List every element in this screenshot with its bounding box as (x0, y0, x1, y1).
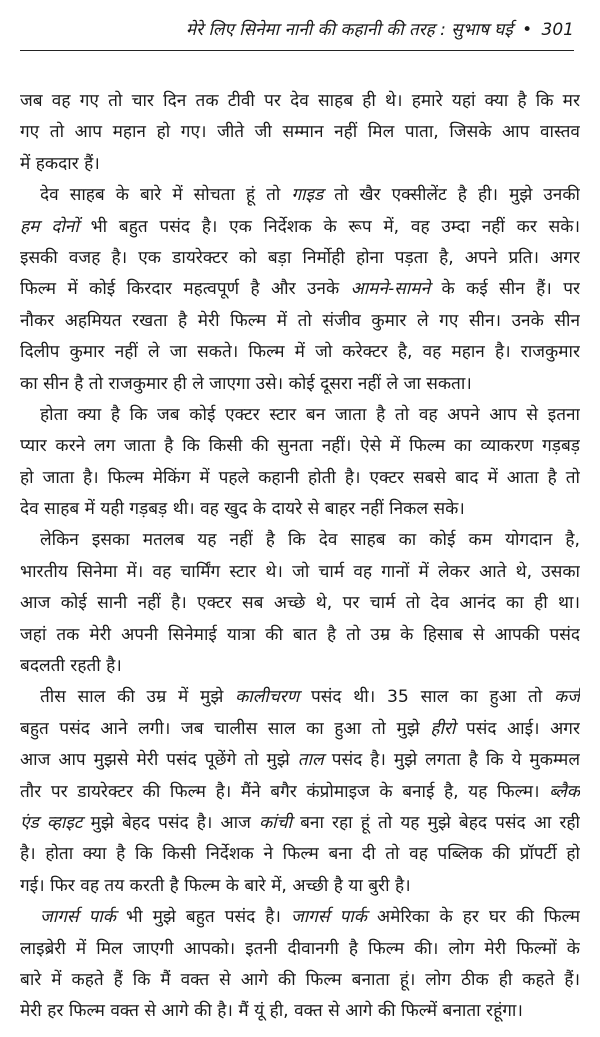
text-line (20, 400, 580, 431)
text-line (20, 494, 580, 525)
text-line (20, 996, 580, 1027)
text-line (20, 557, 580, 588)
text-run: तो खैर एक्सीलेंट है ही। मुझे उनकी (323, 185, 580, 206)
text-run: पसंद थी। 35 साल का हुआ तो (299, 687, 555, 708)
text-run: बदलती रहती है। (20, 656, 122, 677)
text-line (20, 745, 580, 776)
text-line (20, 117, 580, 148)
text-run: इसकी वजह है। एक डायरेक्टर को बड़ा निर्मोही होना पड़ता है, अपने प्रति। अगर (20, 247, 580, 268)
text-run: तौर पर डायरेक्टर की फिल्म है। मैंने बगैर कंप्रोमाइज के बनाई है, यह फिल्म। (20, 781, 550, 802)
text-line (20, 839, 580, 870)
text-run: का सीन है तो राजकुमार ही ले जाएगा उसे। कोई दूसरा नहीं ले जा सकता। (20, 373, 472, 394)
paragraph (20, 902, 580, 1028)
text-run: नौकर अहमियत रखता है मेरी फिल्म में तो संजीव कुमार ले गए सीन। उनके सीन (20, 310, 580, 331)
text-run: के कई सीन हैं। पर (430, 279, 580, 300)
text-line (20, 431, 580, 462)
italic-title: हीरो (430, 718, 456, 739)
text-line (20, 682, 580, 713)
paragraph (20, 400, 580, 526)
text-run: गई। फिर वह तय करती है फिल्म के बारे में, अच्छी है या बुरी है। (20, 875, 411, 896)
text-run: देव साहब के बारे में सोचता हूं तो (40, 185, 292, 206)
italic-title: ब्लैक (549, 781, 580, 802)
text-run: बना रहा हूं तो यह मुझे बेहद पसंद आ रही (291, 812, 580, 833)
text-line (20, 86, 580, 117)
text-run: मुझे बेहद पसंद है। आज (82, 812, 259, 833)
text-line (20, 714, 580, 745)
text-line (20, 180, 580, 211)
text-run: जहां तक मेरी अपनी सिनेमाई यात्रा की बात है तो उम्र के हिसाब से आपकी पसंद (20, 624, 580, 645)
text-line (20, 588, 580, 619)
text-run: बारे में कहते हैं कि मैं वक्त से आगे की फिल्म बनाता हूं। लोग ठीक ही कहते हैं। (20, 969, 580, 990)
text-run: लेकिन इसका मतलब यह नहीं है कि देव साहब का कोई कम योगदान है, (40, 530, 580, 551)
text-run: दिलीप कुमार नहीं ले जा सकते। फिल्म में जो करेक्टर है, वह महान है। राजकुमार (20, 342, 580, 363)
text-run: भारतीय सिनेमा में। वह चार्मिंग स्टार थे। जो चार्म वह गानों में लेकर आते थे, उसका (20, 561, 580, 582)
italic-title: जागर्स पार्क (40, 907, 116, 928)
header-separator: • (522, 20, 533, 40)
text-run: होता क्या है कि जब कोई एक्टर स्टार बन जाता है तो वह अपने आप से इतना (40, 404, 580, 425)
paragraph (20, 86, 580, 180)
text-run: मेरी हर फिल्म वक्त से आगे की है। मैं यूं ही, वक्त से आगे की फिल्में बनाता रहूंगा। (20, 1001, 523, 1022)
text-run: फिल्म में कोई किरदार महत्वपूर्ण है और उनके (20, 279, 351, 300)
text-line (20, 777, 580, 808)
text-run: पसंद आई। अगर (455, 718, 580, 739)
running-header (20, 10, 574, 51)
text-run: गए तो आप महान हो गए। जीते जी सम्मान नहीं मिल पाता, जिसके आप वास्तव (20, 122, 580, 143)
text-run: है। होता क्या है कि किसी निर्देशक ने फिल्म बना दी तो वह पब्लिक की प्रॉपर्टी हो (20, 844, 580, 865)
text-run: देव साहब में यही गड़बड़ थी। वह खुद के दायरे से बाहर नहीं निकल सके। (20, 499, 465, 520)
italic-title: आमने-सामने (350, 279, 431, 300)
italic-title: कर्ज (554, 687, 580, 708)
text-run: आज कोई सानी नहीं है। एक्टर सब अच्छे थे, पर चार्म तो देव आनंद का ही था। (20, 593, 580, 614)
text-run: लाइब्रेरी में मिल जाएगी आपको। इतनी दीवानगी है फिल्म की। लोग मेरी फिल्मों के (20, 938, 580, 959)
text-line (20, 902, 580, 933)
paragraph (20, 682, 580, 902)
paragraph (20, 525, 580, 682)
body-text (20, 86, 580, 1028)
paragraph (20, 180, 580, 400)
chapter-title: मेरे लिए सिनेमा नानी की कहानी की तरह : सुभाष घई (185, 20, 513, 40)
italic-title: गाइड (291, 185, 324, 206)
italic-title: एंड व्हाइट (20, 812, 83, 833)
text-run: भी मुझे बहुत पसंद है। (115, 907, 291, 928)
text-run: बहुत पसंद आने लगी। जब चालीस साल का हुआ तो मुझे (20, 718, 431, 739)
text-line (20, 965, 580, 996)
text-run: अमेरिका के हर घर की फिल्म (366, 907, 580, 928)
text-run: प्यार करने लग जाता है कि किसी की सुनता नहीं। ऐसे में फिल्म का व्याकरण गड़बड़ (20, 436, 580, 457)
text-run: आज आप मुझसे मेरी पसंद पूछेंगे तो मुझे (20, 750, 298, 771)
text-line (20, 243, 580, 274)
text-line (20, 212, 580, 243)
text-line (20, 934, 580, 965)
italic-title: कालीचरण (235, 687, 300, 708)
text-run: जब वह गए तो चार दिन तक टीवी पर देव साहब ही थे। हमारे यहां क्या है कि मर (20, 91, 580, 111)
text-line (20, 871, 580, 902)
text-run: तीस साल की उम्र में मुझे (40, 687, 236, 708)
text-line (20, 463, 580, 494)
text-line (20, 149, 580, 180)
page-number: 301 (541, 20, 574, 40)
text-line (20, 274, 580, 305)
text-run: भी बहुत पसंद है। एक निर्देशक के रूप में, वह उम्दा नहीं कर सके। (78, 216, 580, 237)
text-line (20, 306, 580, 337)
text-line (20, 337, 580, 368)
text-line (20, 651, 580, 682)
text-line (20, 808, 580, 839)
text-line (20, 620, 580, 651)
italic-title: जागर्स पार्क (290, 907, 367, 928)
text-run: हो जाता है। फिल्म मेकिंग में पहले कहानी होती है। एक्टर सबसे बाद में आता है तो (20, 467, 580, 488)
text-line (20, 525, 580, 556)
italic-title: कांची (258, 812, 292, 833)
italic-title: ताल (297, 750, 324, 771)
text-run: पसंद है। मुझे लगता है कि ये मुकम्मल (323, 750, 580, 771)
text-run: में हकदार हैं। (20, 153, 100, 174)
italic-title: हम दोनों (20, 216, 79, 237)
text-line (20, 369, 580, 400)
